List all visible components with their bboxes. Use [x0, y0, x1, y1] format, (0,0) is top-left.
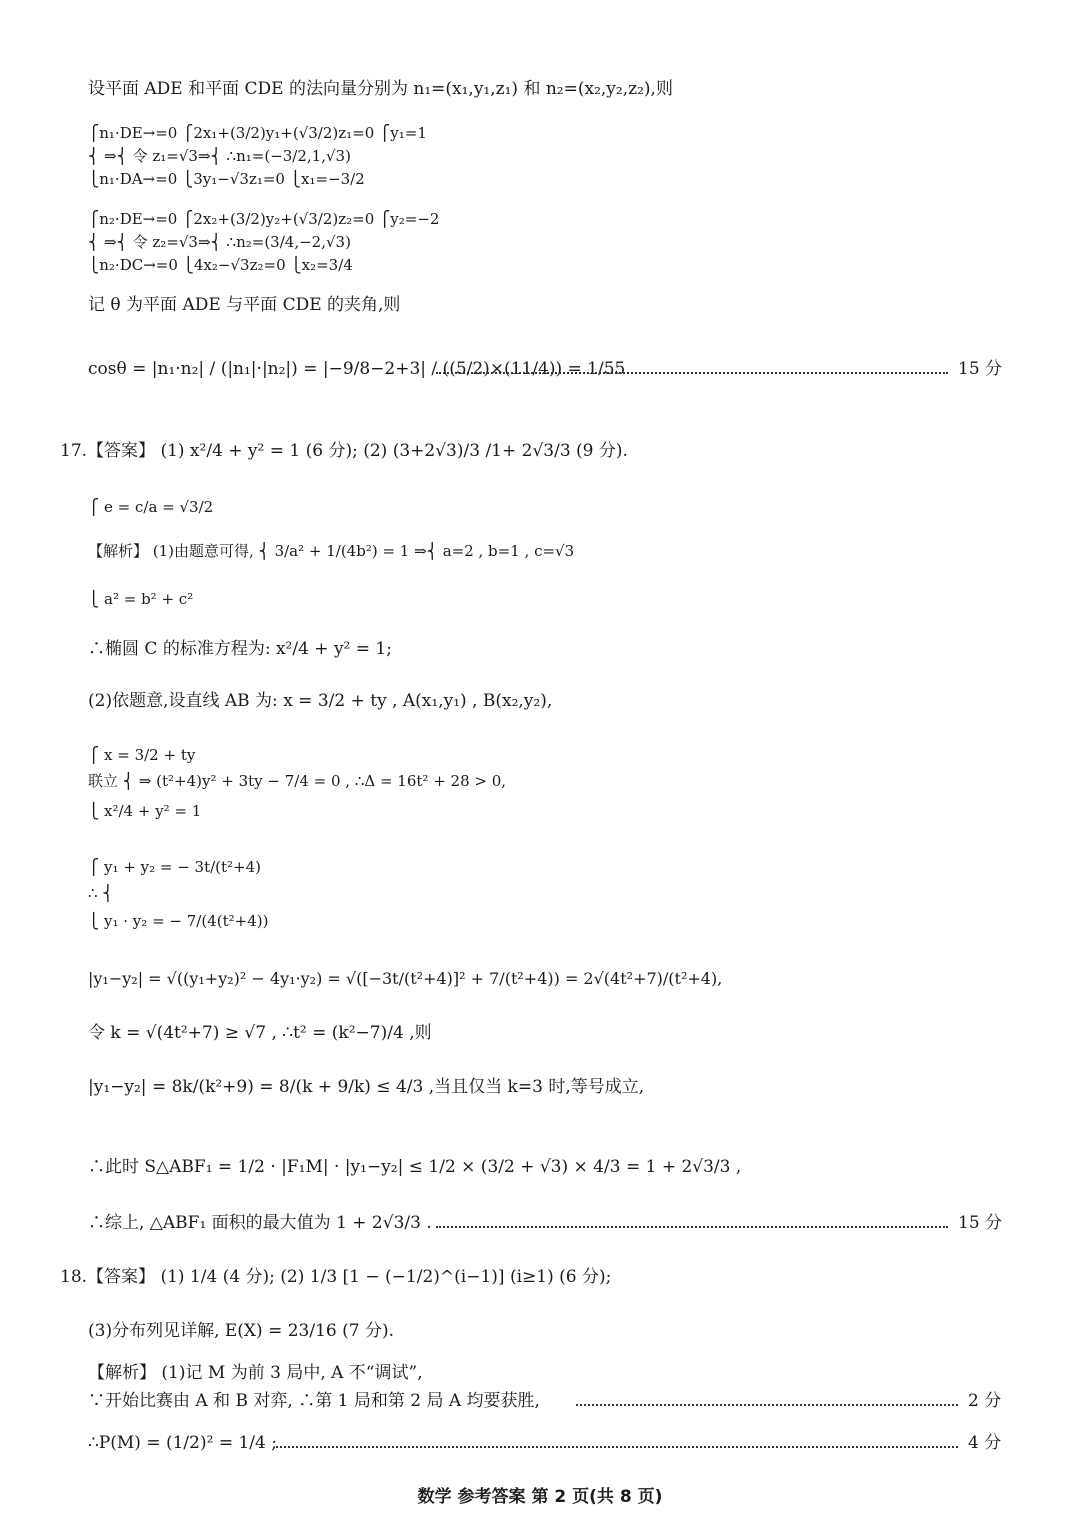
analysis-line: 【解析】 (1)由题意可得, ⎨ 3/a² + 1/(4b²) = 1 ⇒⎨ a=2 , b=1 , c=√3 [88, 542, 575, 560]
answer-line: 18.【答案】 (1) 1/4 (4 分); (2) 1/3 [1 − (−1/2)^(i−1)] (i≥1) (6 分); [60, 1267, 612, 1287]
text-line: ∵开始比赛由 A 和 B 对弈, ∴第 1 局和第 2 局 A 均要获胜, [88, 1391, 540, 1411]
system-line: 联立 ⎨ ⇒ (t²+4)y² + 3ty − 7/4 = 0 , ∴Δ = 16t² + 28 > 0, [88, 772, 507, 790]
text-line: (3)分布列见详解, E(X) = 23/16 (7 分). [88, 1321, 394, 1341]
text-line: (2)依题意,设直线 AB 为: x = 3/2 + ty , A(x₁,y₁) , B(x₂,y₂), [88, 691, 553, 711]
formula-line: ∴此时 S△ABF₁ = 1/2 · |F₁M| · |y₁−y₂| ≤ 1/2 × (3/2 + √3) × 4/3 = 1 + 2√3/3 , [88, 1157, 742, 1177]
text-line: ∴综上, △ABF₁ 面积的最大值为 1 + 2√3/3 . [88, 1213, 432, 1233]
dotted-leader [436, 372, 948, 374]
system-line: ⎩n₂·DC→=0 ⎩4x₂−√3z₂=0 ⎩x₂=3/4 [88, 256, 353, 274]
formula-line: |y₁−y₂| = 8k/(k²+9) = 8/(k + 9/k) ≤ 4/3 ,当且仅当 k=3 时,等号成立, [88, 1077, 645, 1097]
system-line: ⎩ x²/4 + y² = 1 [88, 802, 202, 820]
page-footer: 数学 参考答案 第 2 页(共 8 页) [417, 1487, 663, 1507]
system-line: ⎧n₁·DE→=0 ⎧2x₁+(3/2)y₁+(√3/2)z₁=0 ⎧y₁=1 [88, 124, 427, 142]
score-label: 4 分 [968, 1433, 1002, 1453]
score-label: 2 分 [968, 1391, 1002, 1411]
formula-line: 令 k = √(4t²+7) ≥ √7 , ∴t² = (k²−7)/4 ,则 [88, 1023, 432, 1043]
system-line: ⎧ x = 3/2 + ty [88, 746, 196, 764]
system-line: ⎧n₂·DE→=0 ⎧2x₂+(3/2)y₂+(√3/2)z₂=0 ⎧y₂=−2 [88, 210, 440, 228]
system-line: ⎨ ⇒⎨ 令 z₁=√3⇒⎨ ∴n₁=(−3/2,1,√3) [88, 147, 351, 165]
formula-line: cosθ = |n₁·n₂| / (|n₁|·|n₂|) = |−9/8−2+3| / ((5/2)×(11/4)) = 1/55. [88, 359, 631, 379]
system-line: ⎧ e = c/a = √3/2 [88, 498, 214, 516]
dotted-leader [436, 1226, 948, 1228]
system-line: ⎨ ⇒⎨ 令 z₂=√3⇒⎨ ∴n₂=(3/4,−2,√3) [88, 233, 351, 251]
score-label: 15 分 [958, 1213, 1003, 1233]
text-line: ∴椭圆 C 的标准方程为: x²/4 + y² = 1; [88, 639, 392, 659]
dotted-leader [576, 1404, 958, 1406]
text-line: 设平面 ADE 和平面 CDE 的法向量分别为 n₁=(x₁,y₁,z₁) 和 n₂=(x₂,y₂,z₂),则 [88, 79, 673, 99]
formula-line: ∴P(M) = (1/2)² = 1/4 ; [88, 1433, 277, 1453]
system-line: ⎩ y₁ · y₂ = − 7/(4(t²+4)) [88, 912, 269, 930]
dotted-leader [276, 1446, 958, 1448]
text-line: 记 θ 为平面 ADE 与平面 CDE 的夹角,则 [88, 295, 401, 315]
answer-line: 17.【答案】 (1) x²/4 + y² = 1 (6 分); (2) (3+2√3)/3 /1+ 2√3/3 (9 分). [60, 441, 628, 461]
score-label: 15 分 [958, 359, 1003, 379]
analysis-line: 【解析】 (1)记 M 为前 3 局中, A 不“调试”, [88, 1363, 423, 1383]
system-line: ⎧ y₁ + y₂ = − 3t/(t²+4) [88, 858, 262, 876]
system-line: ∴ ⎨ [88, 884, 114, 902]
system-line: ⎩ a² = b² + c² [88, 590, 194, 608]
system-line: ⎩n₁·DA→=0 ⎩3y₁−√3z₁=0 ⎩x₁=−3/2 [88, 170, 365, 188]
formula-line: |y₁−y₂| = √((y₁+y₂)² − 4y₁·y₂) = √([−3t/(t²+4)]² + 7/(t²+4)) = 2√(4t²+7)/(t²+4), [88, 969, 723, 988]
